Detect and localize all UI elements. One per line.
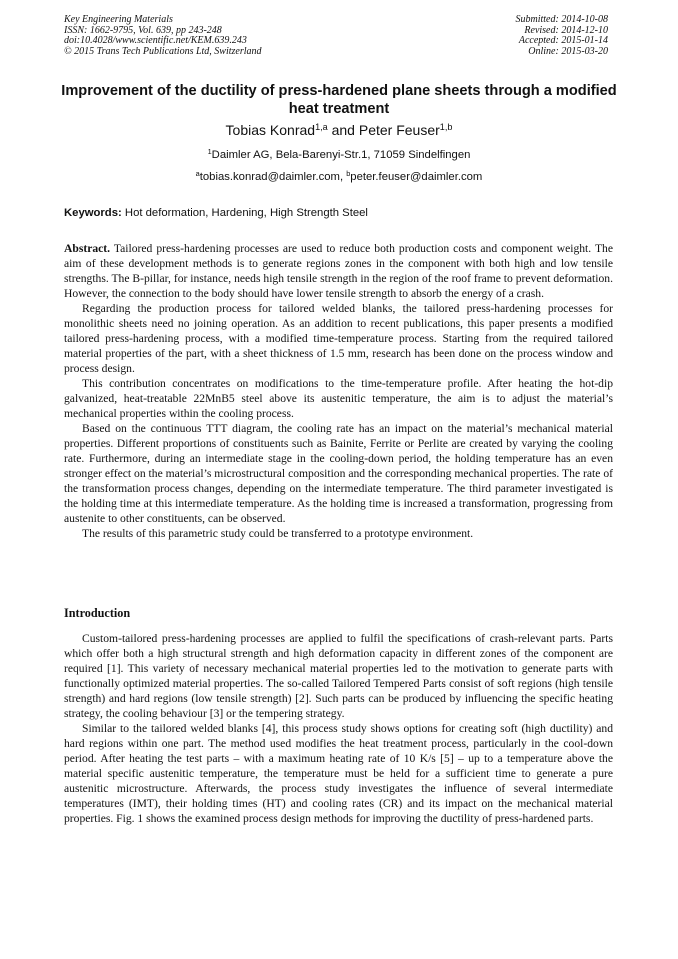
- keywords: [64, 206, 368, 220]
- paper-title: Improvement of the ductility of press-hardened plane sheets through a modified heat treatment: [61, 83, 617, 117]
- affiliation: [0, 148, 678, 162]
- section-heading-introduction: Introduction: [64, 606, 131, 620]
- email-marker-a: a: [195, 168, 200, 178]
- journal-copyright: © 2015 Trans Tech Publications Ltd, Switzerland: [64, 46, 262, 58]
- author-line: [0, 121, 678, 139]
- abstract-label: Abstract.: [64, 242, 111, 255]
- email-marker-b: b: [346, 168, 351, 178]
- introduction: [64, 631, 613, 826]
- abstract-text: Tailored press-hardening processes are used to reduce both production costs and component weight. The aim of these development methods is to generate regions zones in the component with both high and low tensile strengths. The B-pillar, for instance, needs high tensile strength in the region of the roof frame to prevent deformation. However, the connection to the body should have lower tensile strength to absorb the energy of a crash.: [64, 242, 613, 300]
- author-conjunction: and: [327, 122, 359, 138]
- abstract: [64, 241, 613, 541]
- abstract-paragraph: This contribution concentrates on modifications to the time-temperature profile. After heating the hot-dip galvanized, heat-treatable 22MnB5 steel above its austenitic temperature, the aim is to adjust the material’s mechanical properties within the cooling process.: [64, 377, 613, 420]
- introduction-paragraph: Custom-tailored press-hardening processes are applied to fulfil the specifications of crash-relevant parts. Parts which offer both a high structural strength and high deformation capacity in different zones of the component are required [1]. This variety of necessary mechanical material properties led to the motivation to generate parts with functionally optimized material properties. The so-called Tailored Tempered Parts consist of soft regions (high tensile strength) and hard regions (low tensile strength) [2]. Such parts can be produced by influencing the specific heating strategy, the cooling behaviour [3] or the tempering strategy.: [64, 632, 613, 720]
- affiliation-marker: 1: [207, 146, 212, 156]
- date-accepted: Accepted: 2015-01-14: [518, 35, 608, 47]
- publication-dates: [516, 15, 609, 58]
- author-1: Tobias Konrad: [225, 122, 316, 138]
- journal-info: [64, 15, 262, 58]
- date-online: Online: 2015-03-20: [528, 46, 608, 58]
- abstract-paragraph: Regarding the production process for tailored welded blanks, the tailored press-hardening processes for monolithic sheets need no joining operation. As an addition to recent publications, this paper presents a modified tailored press-hardening process, with a modified time-temperature process. Starting from the required tailored material properties of the part, with a sheet thickness of 1.5 mm, research has been done on the process window and process design.: [64, 302, 613, 375]
- journal-issn: ISSN: 1662-9795, Vol. 639, pp 243-248: [64, 24, 222, 36]
- keywords-text: Hot deformation, Hardening, High Strength Steel: [121, 207, 368, 219]
- abstract-paragraph: [64, 241, 613, 301]
- date-revised: Revised: 2014-12-10: [524, 24, 608, 36]
- journal-doi: doi:10.4028/www.scientific.net/KEM.639.243: [64, 35, 247, 47]
- author-2-affil: 1,b: [439, 122, 453, 132]
- email-a[interactable]: tobias.konrad@daimler.com,: [199, 171, 347, 183]
- abstract-paragraph: Based on the continuous TTT diagram, the cooling rate has an impact on the material’s mechanical material properties. Different proportions of constituents such as Bainite, Ferrite or Perlite are created by varying the cooling rate. Furthermore, during an intermediate stage in the cooling-down period, the holding temperature has an even stronger effect on the material’s microstructural composition and the corresponding mechanical properties. The rate of the transformation process changes, depending on the intermediate temperature. The third parameter investigated is the holding time at this intermediate temperature. As the holding time is increased a transformation, progressing from austenite to other constituents, can be observed.: [64, 422, 613, 525]
- author-1-affil: 1,a: [315, 122, 328, 132]
- email-b[interactable]: peter.feuser@daimler.com: [350, 171, 483, 183]
- abstract-paragraph: The results of this parametric study could be transferred to a prototype environment.: [82, 527, 474, 540]
- date-submitted: Submitted: 2014-10-08: [515, 14, 608, 25]
- keywords-label: Keywords:: [64, 207, 122, 219]
- journal-name: Key Engineering Materials: [64, 14, 173, 25]
- introduction-paragraph: Similar to the tailored welded blanks [4], this process study shows options for creating soft (high ductility) and hard regions within one part. The method used modifies the heat treatment process, particularly in the cool-down period. After heating the test parts – with a maximum heating rate of 10 K/s [5] – up to a temperature above the material specific austenitic temperature, the temperature must be held for a sufficient time to generate a pure austenitic microstructure. Afterwards, the process study investigates the influence of several intermediate temperatures (IMT), their holding times (HT) and cooling rates (CR) and its impact on the mechanical material properties. Fig. 1 shows the examined process design methods for improving the ductility of press-hardened parts.: [64, 722, 613, 825]
- affiliation-text: Daimler AG, Bela-Barenyi-Str.1, 71059 Sindelfingen: [211, 149, 471, 161]
- author-2: Peter Feuser: [358, 122, 440, 138]
- author-emails: [0, 170, 678, 184]
